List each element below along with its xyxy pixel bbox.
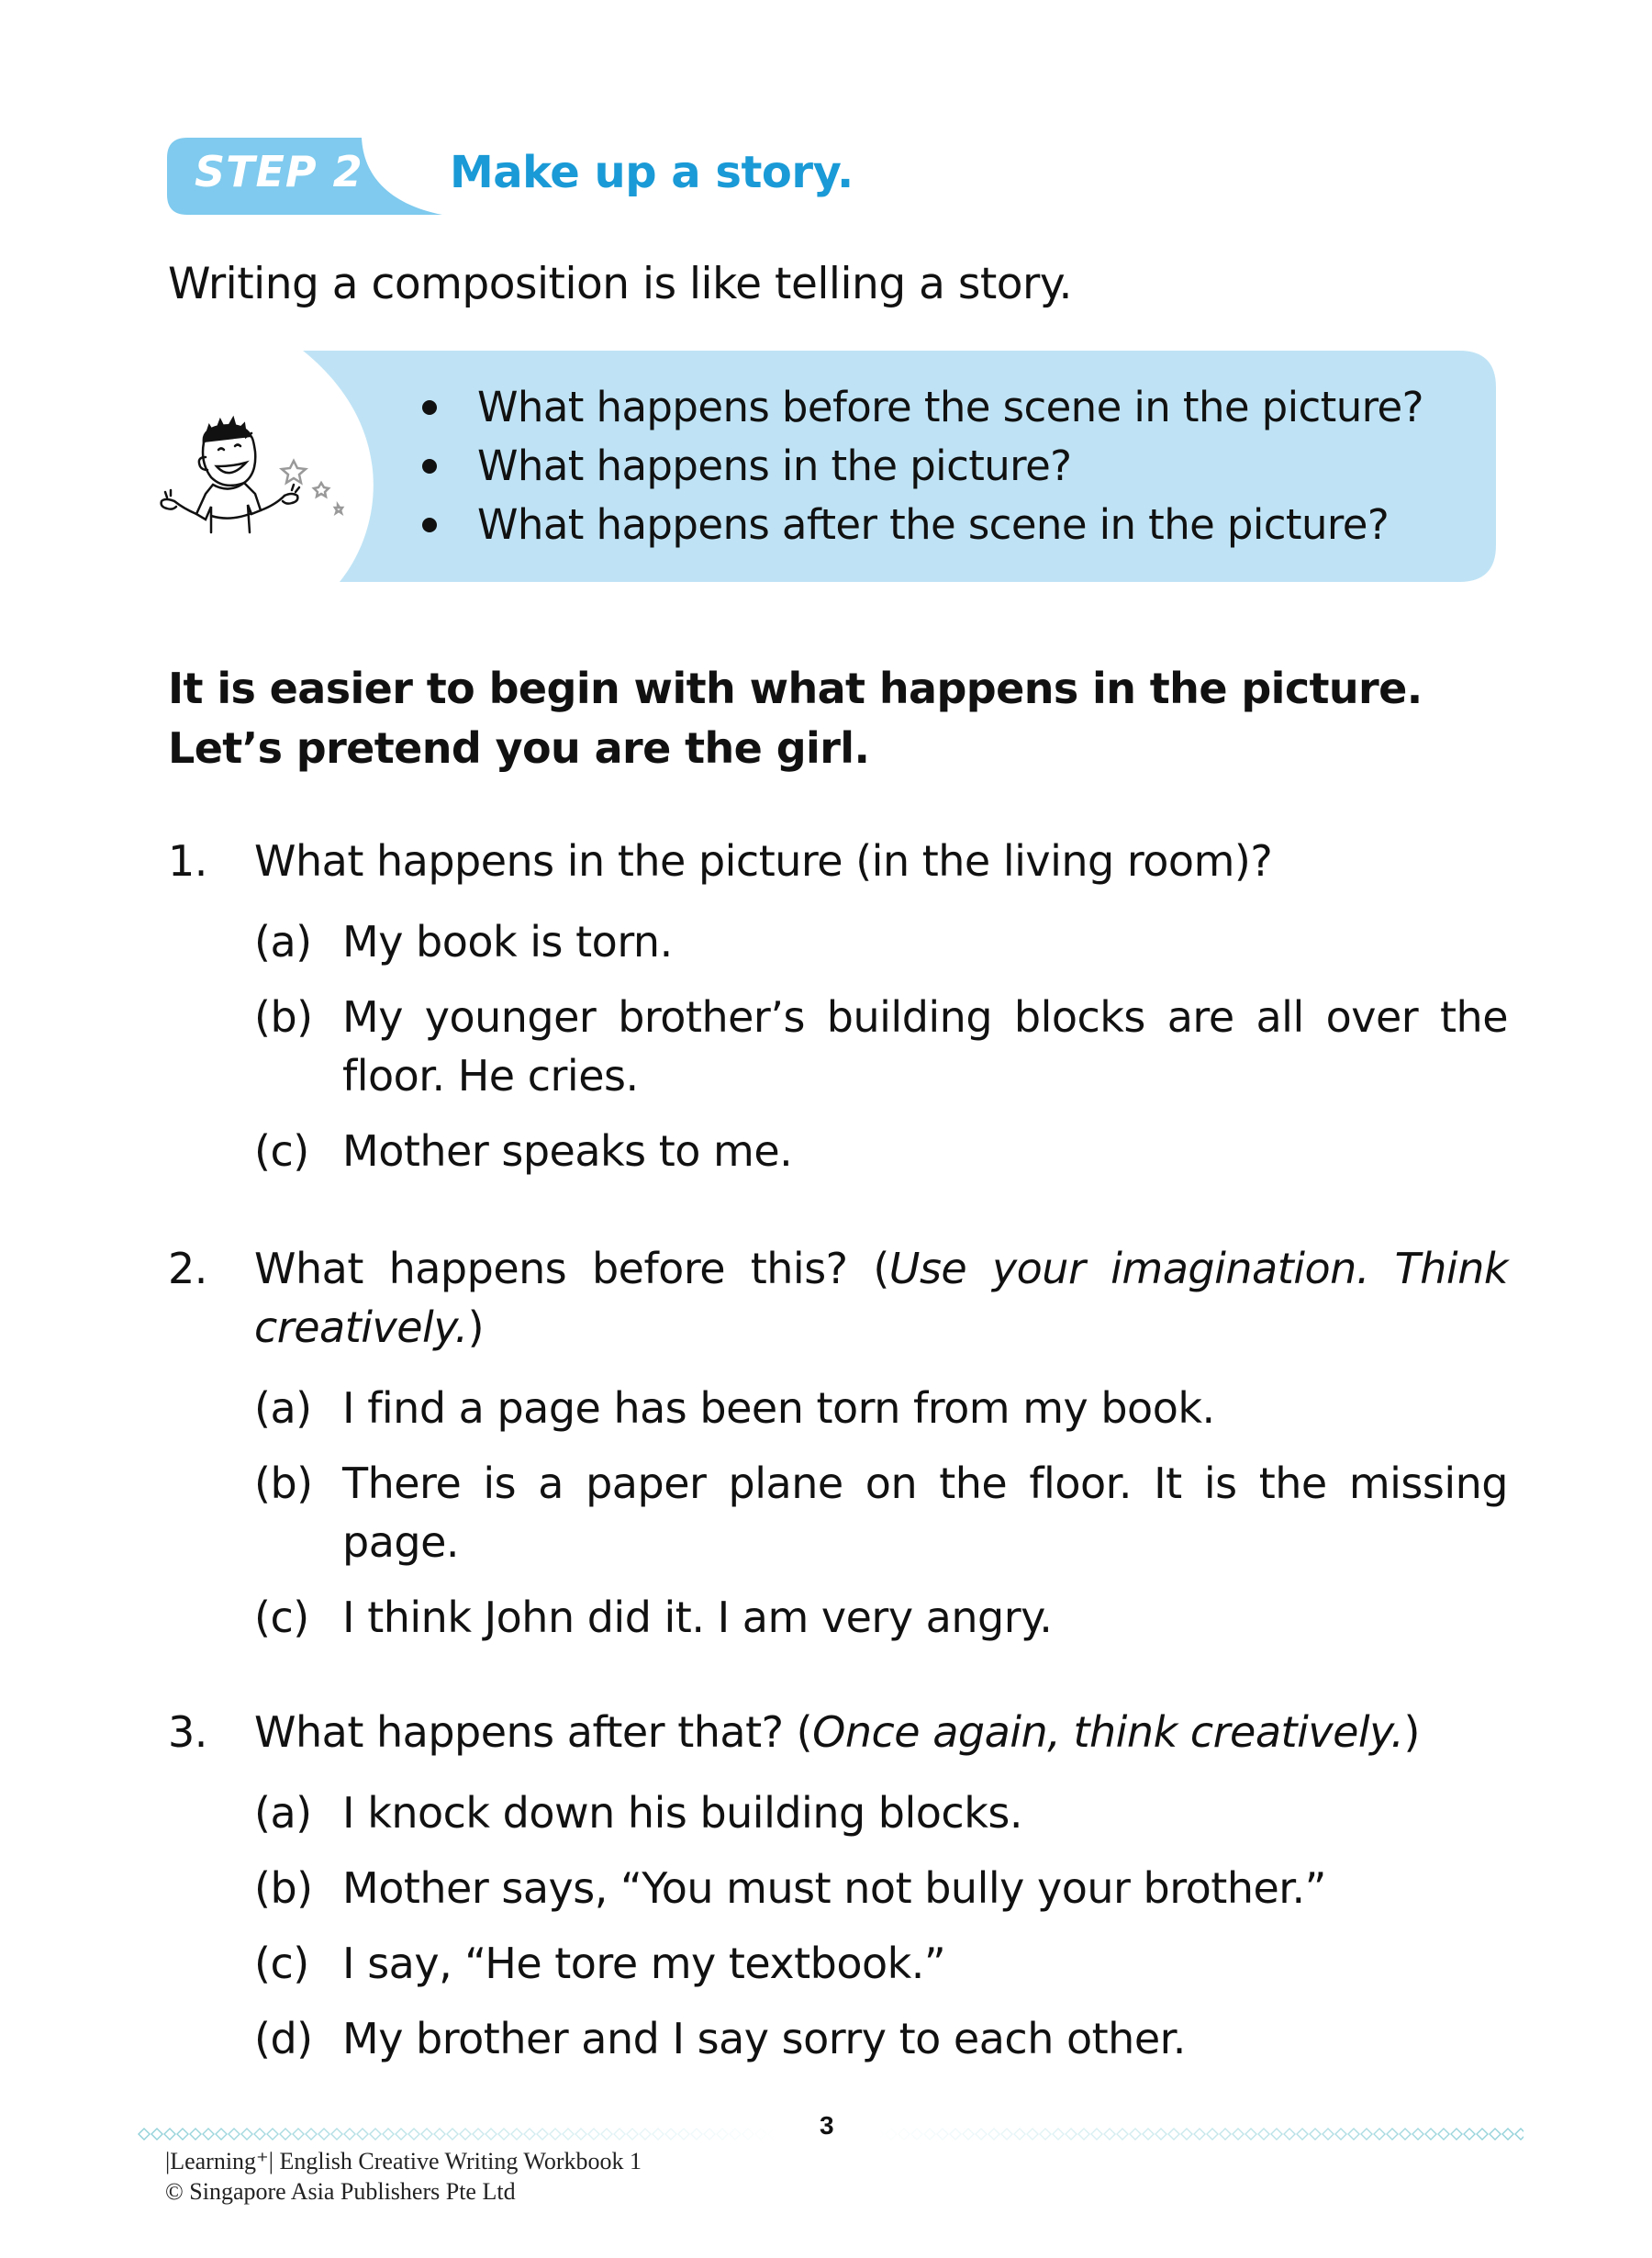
- tip-box: [156, 351, 1496, 582]
- answer-label: (b): [254, 1863, 313, 1913]
- question-row: [168, 1239, 1508, 1357]
- answer-text: I knock down his building blocks.: [342, 1788, 1022, 1838]
- answer-label: (c): [254, 1939, 309, 1988]
- question-text: What happens in the picture (in the living room)?: [254, 836, 1273, 886]
- footer-rule-right: [872, 2128, 1524, 2141]
- question-number: 1.: [168, 836, 207, 886]
- question-number: 2.: [168, 1244, 207, 1293]
- answer-item: [254, 912, 1508, 971]
- answer-item: [254, 1934, 1508, 1993]
- answer-text: There is a paper plane on the floor. It is the missing page.: [342, 1459, 1508, 1567]
- step-badge: [167, 138, 442, 215]
- step-title: Make up a story.: [450, 147, 854, 198]
- tip-list: [404, 378, 1423, 554]
- question-row: [168, 832, 1508, 890]
- answer-label: (c): [254, 1593, 309, 1642]
- intro-text: Writing a composition is like telling a story.: [168, 259, 1072, 309]
- answer-text: Mother says, “You must not bully your brother.”: [342, 1863, 1326, 1913]
- question-hint: Once again, think creatively.: [812, 1707, 1404, 1757]
- answer-label: (c): [254, 1126, 309, 1176]
- tip-item: What happens in the picture?: [404, 437, 1423, 496]
- answer-text: My brother and I say sorry to each other.: [342, 2014, 1186, 2063]
- footer-rule-left: [138, 2128, 780, 2141]
- answer-text: My book is torn.: [342, 917, 673, 967]
- answer-text: Mother speaks to me.: [342, 1126, 793, 1176]
- answer-text: I find a page has been torn from my book.: [342, 1383, 1215, 1433]
- answer-text: I say, “He tore my textbook.”: [342, 1939, 946, 1988]
- tip-item: What happens before the scene in the picture?: [404, 378, 1423, 437]
- bullet-icon: [422, 459, 437, 474]
- answer-item: [254, 1588, 1508, 1647]
- page-number: 3: [820, 2111, 834, 2140]
- answer-label: (a): [254, 1788, 312, 1838]
- answer-item: [254, 1783, 1508, 1842]
- lead-paragraph: It is easier to begin with what happens in the picture. Let’s pretend you are the girl.: [168, 664, 1423, 773]
- answer-label: (b): [254, 992, 313, 1042]
- question-hint: Use your imagination. Think creatively.: [254, 1244, 1508, 1352]
- question-3: [168, 1703, 1508, 2068]
- thinking-boy-illustration: [156, 406, 367, 534]
- answer-label: (a): [254, 917, 312, 967]
- answer-item: [254, 988, 1508, 1105]
- question-text: What happens after that? (Once again, think creatively.): [254, 1707, 1420, 1757]
- answer-label: (a): [254, 1383, 312, 1433]
- answer-item: [254, 1122, 1508, 1180]
- question-1: [168, 832, 1508, 1180]
- step-label: STEP 2: [195, 147, 363, 196]
- tip-item: What happens after the scene in the picture?: [404, 496, 1423, 554]
- answer-item: [254, 1859, 1508, 1917]
- answer-item: [254, 1454, 1508, 1571]
- bullet-icon: [422, 518, 437, 532]
- footer-book-title: |Learning⁺| English Creative Writing Workbook 1: [165, 2148, 642, 2174]
- footer-copyright: © Singapore Asia Publishers Pte Ltd: [165, 2178, 516, 2205]
- answer-text: My younger brother’s building blocks are all over the floor. He cries.: [342, 992, 1508, 1101]
- question-text: What happens before this? (Use your imagination. Think creatively.): [254, 1244, 1508, 1352]
- question-row: [168, 1703, 1508, 1761]
- answer-label: (b): [254, 1459, 313, 1508]
- answer-item: [254, 2009, 1508, 2068]
- answer-item: [254, 1379, 1508, 1437]
- bullet-icon: [422, 400, 437, 415]
- answer-text: I think John did it. I am very angry.: [342, 1593, 1053, 1642]
- answer-label: (d): [254, 2014, 313, 2063]
- question-number: 3.: [168, 1707, 207, 1757]
- question-2: [168, 1239, 1508, 1647]
